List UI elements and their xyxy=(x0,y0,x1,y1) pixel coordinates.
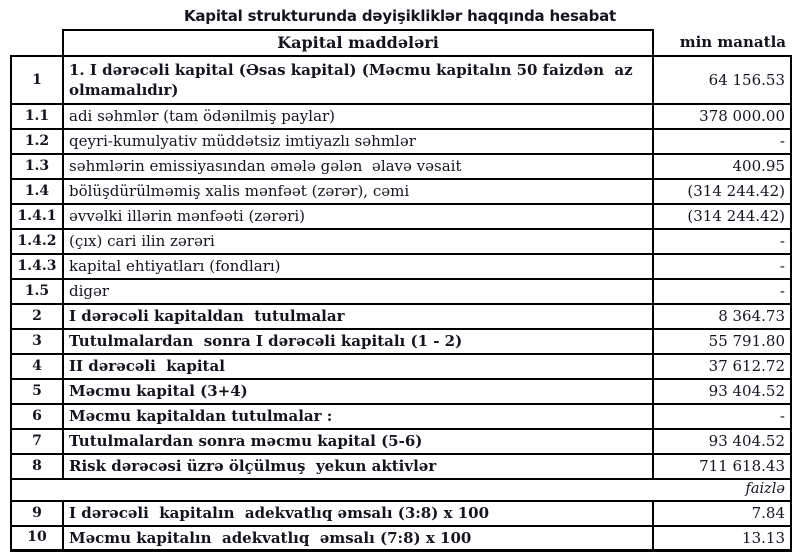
table-row xyxy=(11,526,791,551)
row-label: Məcmu kapital (3+4) xyxy=(63,379,653,404)
row-value: 7.84 xyxy=(653,501,791,526)
table-row xyxy=(11,204,791,229)
row-label: Risk dərəcəsi üzrə ölçülmuş yekun aktivlər xyxy=(63,454,653,479)
table-row xyxy=(11,429,791,454)
table-row xyxy=(11,501,791,526)
header-capital-items: Kapital maddələri xyxy=(63,30,653,56)
row-label: bölüşdürülməmiş xalis mənfəət (zərər), cəmi xyxy=(63,179,653,204)
row-label: əvvəlki illərin mənfəəti (zərəri) xyxy=(63,204,653,229)
table-row xyxy=(11,279,791,304)
row-number: 9 xyxy=(11,501,63,526)
row-number: 1.1 xyxy=(11,104,63,129)
row-value: - xyxy=(653,404,791,429)
row-number: 1.4.3 xyxy=(11,254,63,279)
row-number: 10 xyxy=(11,526,63,551)
row-label: qeyri-kumulyativ müddətsiz imtiyazlı səhmlər xyxy=(63,129,653,154)
percent-unit-label: faizlə xyxy=(11,479,791,501)
row-number: 1.5 xyxy=(11,279,63,304)
row-label: Məcmu kapitalın adekvatlıq əmsalı (7:8) x 100 xyxy=(63,526,653,551)
row-label: I dərəcəli kapitaldan tutulmalar xyxy=(63,304,653,329)
row-label: (çıx) cari ilin zərəri xyxy=(63,229,653,254)
table-row xyxy=(11,104,791,129)
row-number: 1.4.2 xyxy=(11,229,63,254)
row-value: 93 404.52 xyxy=(653,429,791,454)
table-row xyxy=(11,179,791,204)
row-number: 1.2 xyxy=(11,129,63,154)
row-value: 55 791.80 xyxy=(653,329,791,354)
row-value: 8 364.73 xyxy=(653,304,791,329)
row-value: 711 618.43 xyxy=(653,454,791,479)
row-label: II dərəcəli kapital xyxy=(63,354,653,379)
capital-structure-table xyxy=(10,29,792,552)
row-number: 3 xyxy=(11,329,63,354)
row-number: 6 xyxy=(11,404,63,429)
row-value: - xyxy=(653,129,791,154)
row-value: 378 000.00 xyxy=(653,104,791,129)
row-value: 13.13 xyxy=(653,526,791,551)
row-value: - xyxy=(653,279,791,304)
table-row xyxy=(11,354,791,379)
row-value: (314 244.42) xyxy=(653,204,791,229)
table-row xyxy=(11,329,791,354)
header-empty-cell xyxy=(11,30,63,56)
row-label: səhmlərin emissiyasından əmələ gələn əlavə vəsait xyxy=(63,154,653,179)
row-label: Tutulmalardan sonra I dərəcəli kapitalı (1 - 2) xyxy=(63,329,653,354)
row-value: 64 156.53 xyxy=(653,56,791,104)
table-row xyxy=(11,379,791,404)
table-row xyxy=(11,304,791,329)
header-unit-label: min manatla xyxy=(653,30,791,56)
row-value: 37 612.72 xyxy=(653,354,791,379)
row-value: (314 244.42) xyxy=(653,179,791,204)
row-number: 4 xyxy=(11,354,63,379)
row-number: 8 xyxy=(11,454,63,479)
table-row xyxy=(11,229,791,254)
table-row xyxy=(11,254,791,279)
table-row xyxy=(11,454,791,479)
row-number: 1.3 xyxy=(11,154,63,179)
row-value: 93 404.52 xyxy=(653,379,791,404)
row-label: 1. I dərəcəli kapital (Əsas kapital) (Məcmu kapitalın 50 faizdən az olmamalıdır) xyxy=(63,56,653,104)
row-label: I dərəcəli kapitalın adekvatlıq əmsalı (3:8) x 100 xyxy=(63,501,653,526)
table-row xyxy=(11,154,791,179)
percent-unit-row xyxy=(11,479,791,501)
table-header xyxy=(11,30,791,56)
header-row xyxy=(11,30,791,56)
table-row xyxy=(11,404,791,429)
row-value: - xyxy=(653,229,791,254)
row-value: - xyxy=(653,254,791,279)
row-number: 1.4 xyxy=(11,179,63,204)
row-label: digər xyxy=(63,279,653,304)
row-number: 1.4.1 xyxy=(11,204,63,229)
row-label: Məcmu kapitaldan tutulmalar : xyxy=(63,404,653,429)
row-number: 7 xyxy=(11,429,63,454)
report-title: Kapital strukturunda dəyişikliklər haqqında hesabat xyxy=(183,7,617,25)
table-row xyxy=(11,56,791,104)
table-row xyxy=(11,129,791,154)
row-value: 400.95 xyxy=(653,154,791,179)
row-number: 5 xyxy=(11,379,63,404)
row-label: kapital ehtiyatları (fondları) xyxy=(63,254,653,279)
table-body xyxy=(11,56,791,551)
row-number: 2 xyxy=(11,304,63,329)
row-label: adi səhmlər (tam ödənilmiş paylar) xyxy=(63,104,653,129)
row-number: 1 xyxy=(11,56,63,104)
row-label: Tutulmalardan sonra məcmu kapital (5-6) xyxy=(63,429,653,454)
